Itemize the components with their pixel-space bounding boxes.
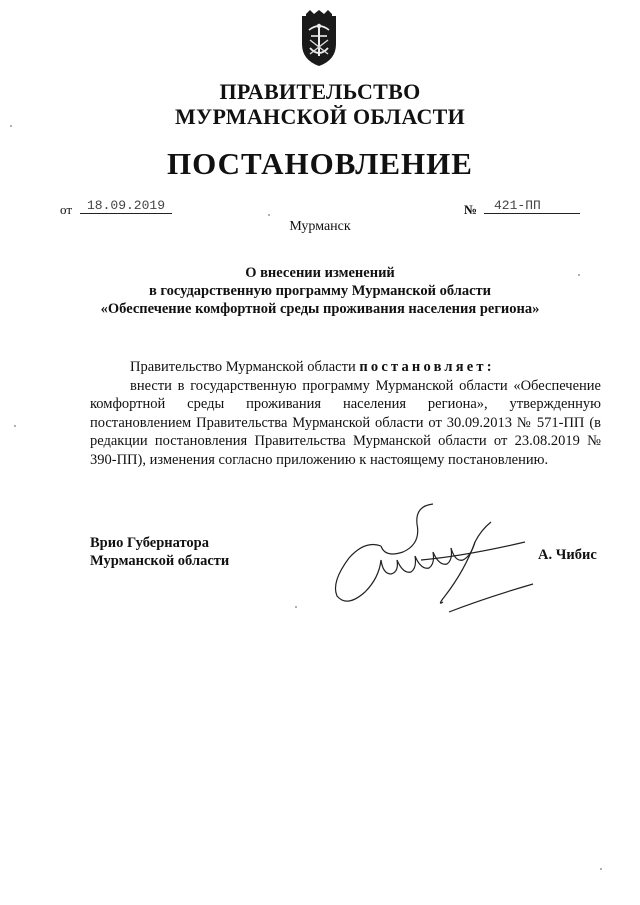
- coat-of-arms-icon: [296, 10, 342, 68]
- subject-line: О внесении изменений: [245, 265, 395, 281]
- signatory-title-line: Мурманской области: [90, 553, 230, 569]
- government-title-line1: ПРАВИТЕЛЬСТВО: [219, 79, 421, 104]
- subject-line: в государственную программу Мурманской области: [148, 283, 492, 299]
- handwritten-signature: [325, 500, 535, 615]
- number-prefix: №: [464, 202, 478, 217]
- scan-speck: [600, 868, 602, 870]
- scan-speck: [578, 274, 580, 276]
- document-date: 18.09.2019: [80, 198, 172, 214]
- resolution-lead: [90, 358, 601, 377]
- scan-speck: [14, 425, 16, 427]
- scan-speck: [10, 125, 12, 127]
- document-number: 421-ПП: [484, 198, 580, 214]
- document-type-title: ПОСТАНОВЛЕНИЕ: [167, 146, 473, 181]
- government-title-line2: МУРМАНСКОЙ ОБЛАСТИ: [174, 104, 466, 129]
- signatory-title-line: Врио Губернатора: [90, 535, 209, 551]
- signatory-name: А. Чибис: [538, 547, 597, 563]
- resolution-authority: Правительство Мурманской области: [130, 359, 356, 375]
- resolution-verb: постановляет:: [359, 359, 495, 375]
- scan-speck: [295, 606, 297, 608]
- document-body: [90, 358, 601, 470]
- date-prefix: от: [60, 202, 73, 217]
- scan-speck: [268, 214, 270, 216]
- document-subject: [90, 264, 550, 318]
- subject-line: «Обеспечение комфортной среды проживания населения региона»: [100, 301, 540, 317]
- signatory-title: [90, 534, 229, 570]
- city-name: Мурманск: [289, 219, 351, 234]
- resolution-paragraph: внести в государственную программу Мурманской области «Обеспечение комфортной среды проживания населения региона», утвержденную постановлением Правительства Мурманской области от 30.09.2013 № 571-ПП (в редакции постановления Правительства Мурманской области от 23.08.2019 № 390-ПП), изменения согласно приложению к настоящему постановлению.: [90, 377, 601, 468]
